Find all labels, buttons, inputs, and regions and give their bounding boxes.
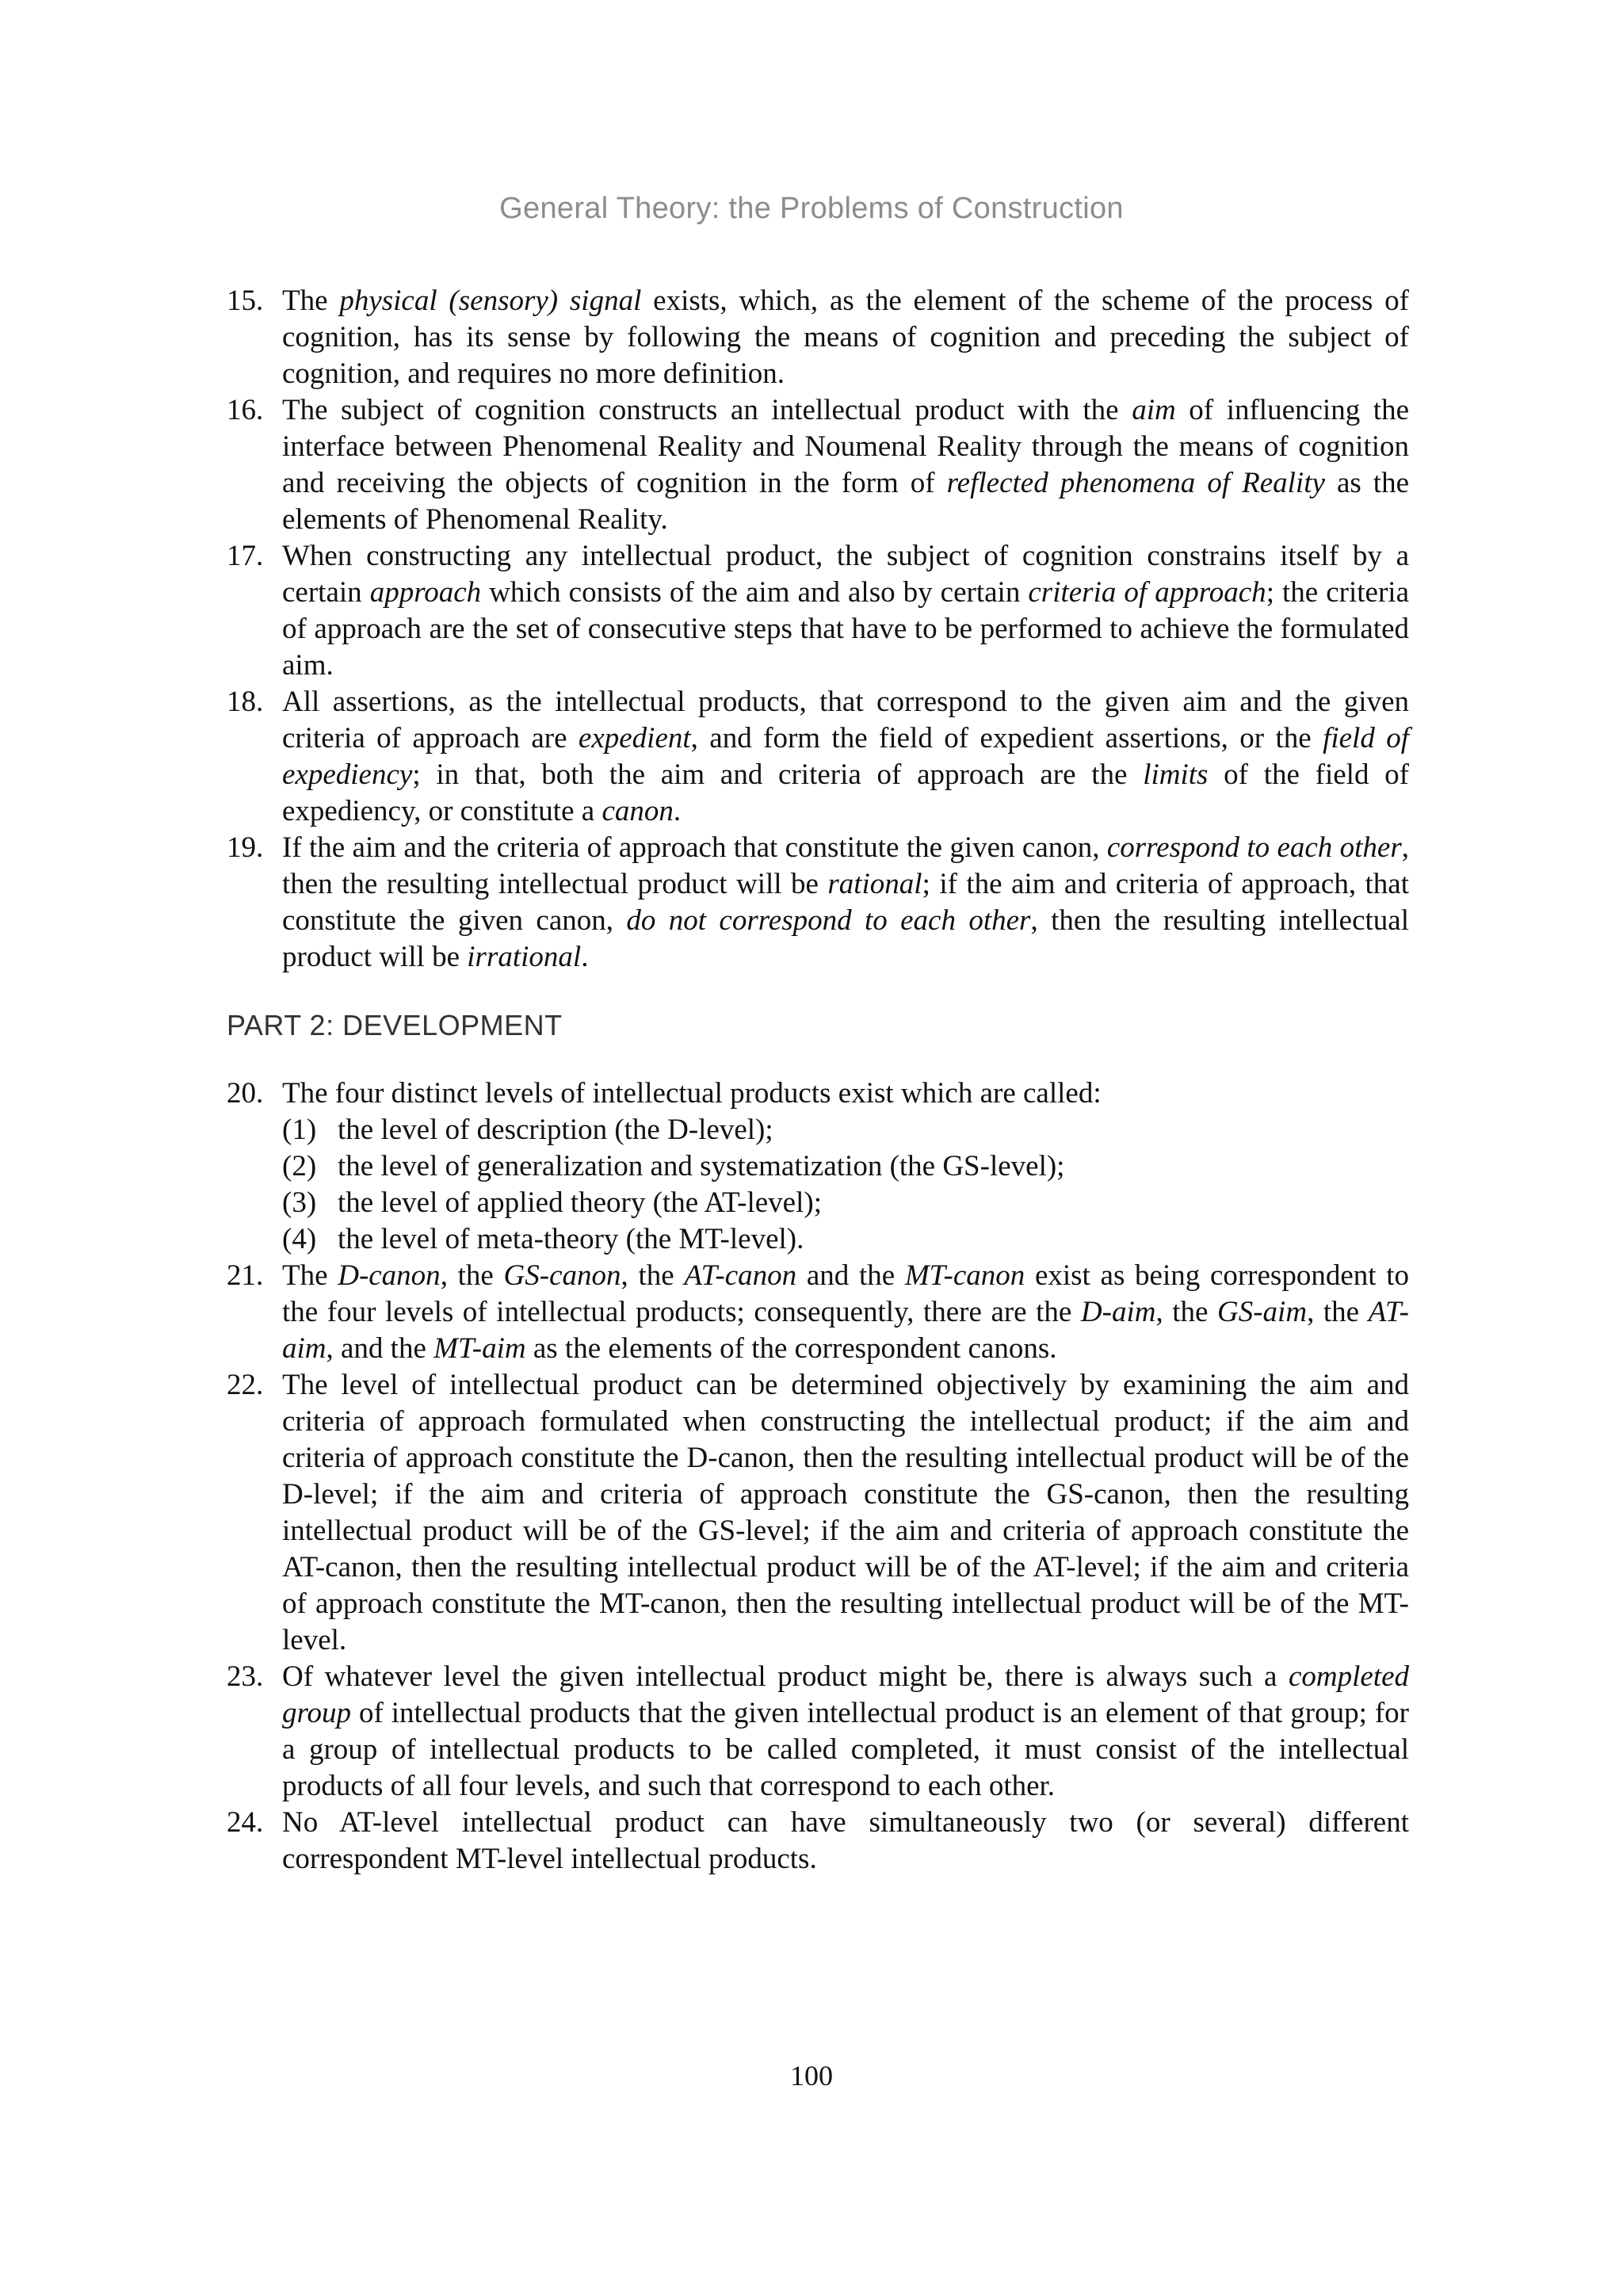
italic-term: physical (sensory) signal [339, 285, 642, 317]
item-text: , the [1307, 1296, 1369, 1328]
item-text: The [282, 285, 340, 317]
item-number: 23. [227, 1660, 264, 1693]
item-number: 24. [227, 1806, 264, 1839]
sub-item-text: the level of meta-theory (the MT-level). [338, 1223, 804, 1255]
italic-term: approach [369, 576, 482, 609]
item-text: All assertions, as the intellectual products, that correspond to the given aim and the given criteria of approach are [282, 686, 1409, 755]
italic-term: GS-canon [503, 1259, 621, 1292]
sub-item-number: (3) [282, 1186, 317, 1219]
italic-term: criteria of approach [1028, 576, 1266, 609]
sub-item-text: the level of generalization and systematization (the GS-level); [338, 1150, 1065, 1182]
numbered-list-part-1 [227, 283, 1409, 976]
italic-term: expedient [578, 722, 691, 755]
item-text: ; in that, both the aim and criteria of approach are the [412, 758, 1144, 791]
italic-term: AT-aim [282, 1296, 1410, 1365]
item-text: The [282, 1259, 338, 1292]
list-item-24 [227, 1805, 1409, 1878]
italic-term: do not correspond to each other [626, 904, 1031, 937]
item-number: 15. [227, 285, 264, 317]
item-text: If the aim and the criteria of approach that constitute the given canon, [282, 831, 1107, 864]
sub-item [282, 1148, 1409, 1185]
item-text: of intellectual products that the given intellectual product is an element of that group; for a group of intellectual products to be called completed, it must consist of the intellectual products of all four levels, and such that correspond to each other. [282, 1697, 1409, 1802]
sub-item [282, 1185, 1409, 1221]
item-number: 17. [227, 540, 264, 572]
italic-term: correspond to each other [1106, 831, 1402, 864]
item-text: exist as being correspondent to the four levels of intellectual products; consequently, there are the [282, 1259, 1409, 1328]
list-item-20 [227, 1075, 1409, 1258]
sub-item [282, 1221, 1409, 1258]
item-text: , the [1155, 1296, 1218, 1328]
italic-term: field of expediency [282, 722, 1409, 791]
item-text: When constructing any intellectual product, the subject of cognition constrains itself by a certain [282, 540, 1409, 609]
sub-item-number: (2) [282, 1150, 317, 1182]
list-item-23 [227, 1659, 1409, 1805]
item-number: 18. [227, 686, 264, 718]
item-number: 20. [227, 1077, 264, 1110]
list-item-19 [227, 830, 1409, 976]
list-item-18 [227, 684, 1409, 830]
sub-item [282, 1112, 1409, 1148]
item-text: , then the resulting intellectual product will be [282, 831, 1409, 900]
item-text: . [581, 941, 589, 973]
list-item-22 [227, 1367, 1409, 1659]
item-text: and the [796, 1259, 905, 1292]
italic-term: reflected phenomena of Reality [946, 467, 1325, 499]
list-item-21 [227, 1258, 1409, 1367]
item-text: The level of intellectual product can be determined objectively by examining the aim and criteria of approach formulated when constructing the intellectual product; if the aim and criteria of approach constitute the D-canon, then the resulting intellectual product will be of the D-level; if the aim and criteria of approach constitute the GS-canon, then the resulting intellectual product will be of the GS-level; if the aim and criteria of approach constitute the AT-canon, then the resulting intellectual product will be of the AT-level; if the aim and criteria of approach constitute the MT-canon, then the resulting intellectual product will be of the MT-level. [282, 1369, 1409, 1656]
item-text: The subject of cognition constructs an intellectual product with the [282, 394, 1132, 426]
item-text: of influencing the interface between Phenomenal Reality and Noumenal Reality through the means of cognition and receiving the objects of cognition in the form of [282, 394, 1410, 499]
italic-term: completed group [282, 1660, 1409, 1729]
sub-item-number: (4) [282, 1223, 317, 1255]
list-item-15 [227, 283, 1409, 392]
item-text: , the [621, 1259, 685, 1292]
section-heading: PART 2: DEVELOPMENT [227, 1009, 563, 1041]
italic-term: canon [601, 795, 674, 827]
item-text: Of whatever level the given intellectual product might be, there is always such a [282, 1660, 1289, 1693]
list-item-17 [227, 538, 1409, 684]
item-text: ; if the aim and criteria of approach, that constitute the given canon, [282, 868, 1409, 937]
item-text: . [673, 795, 682, 827]
italic-term: aim [1132, 394, 1176, 426]
item-intro: The four distinct levels of intellectual products exist which are called: [282, 1077, 1102, 1110]
item-number: 16. [227, 394, 264, 426]
item-text: , and form the field of expedient assertions, or the [690, 722, 1323, 755]
page-body [227, 283, 1409, 1878]
item-text: which consists of the aim and also by certain [481, 576, 1029, 609]
italic-term: MT-aim [433, 1332, 526, 1365]
running-header: General Theory: the Problems of Construction [499, 192, 1124, 225]
item-number: 19. [227, 831, 264, 864]
item-text: , the [440, 1259, 504, 1292]
sub-item-number: (1) [282, 1114, 317, 1146]
item-text: of the field of expediency, or constitute a [282, 758, 1409, 827]
item-text: ; the criteria of approach are the set of consecutive steps that have to be performed to achieve the formulated aim. [282, 576, 1410, 682]
page-number: 100 [790, 2060, 833, 2092]
italic-term: irrational [467, 941, 582, 973]
sub-list [282, 1112, 1409, 1258]
item-number: 21. [227, 1259, 264, 1292]
list-item-16 [227, 392, 1409, 538]
italic-term: D-canon [338, 1259, 441, 1292]
item-text: No AT-level intellectual product can have simultaneously two (or several) different correspondent MT-level intellectual products. [282, 1806, 1409, 1875]
italic-term: limits [1143, 758, 1209, 791]
item-number: 22. [227, 1369, 264, 1401]
item-text: , and the [326, 1332, 434, 1365]
italic-term: GS-aim [1217, 1296, 1308, 1328]
item-text: , then the resulting intellectual product will be [282, 904, 1409, 973]
sub-item-text: the level of description (the D-level); [338, 1114, 773, 1146]
italic-term: rational [827, 868, 922, 900]
item-text: exists, which, as the element of the scheme of the process of cognition, has its sense by following the means of cognition and preceding the subject of cognition, and requires no more definition. [282, 285, 1409, 390]
sub-item-text: the level of applied theory (the AT-level); [338, 1186, 822, 1219]
item-text: as the elements of Phenomenal Reality. [282, 467, 1409, 536]
item-text: as the elements of the correspondent canons. [525, 1332, 1057, 1365]
italic-term: MT-canon [904, 1259, 1025, 1292]
italic-term: AT-canon [684, 1259, 797, 1292]
numbered-list-part-2 [227, 1258, 1409, 1878]
italic-term: D-aim [1080, 1296, 1156, 1328]
